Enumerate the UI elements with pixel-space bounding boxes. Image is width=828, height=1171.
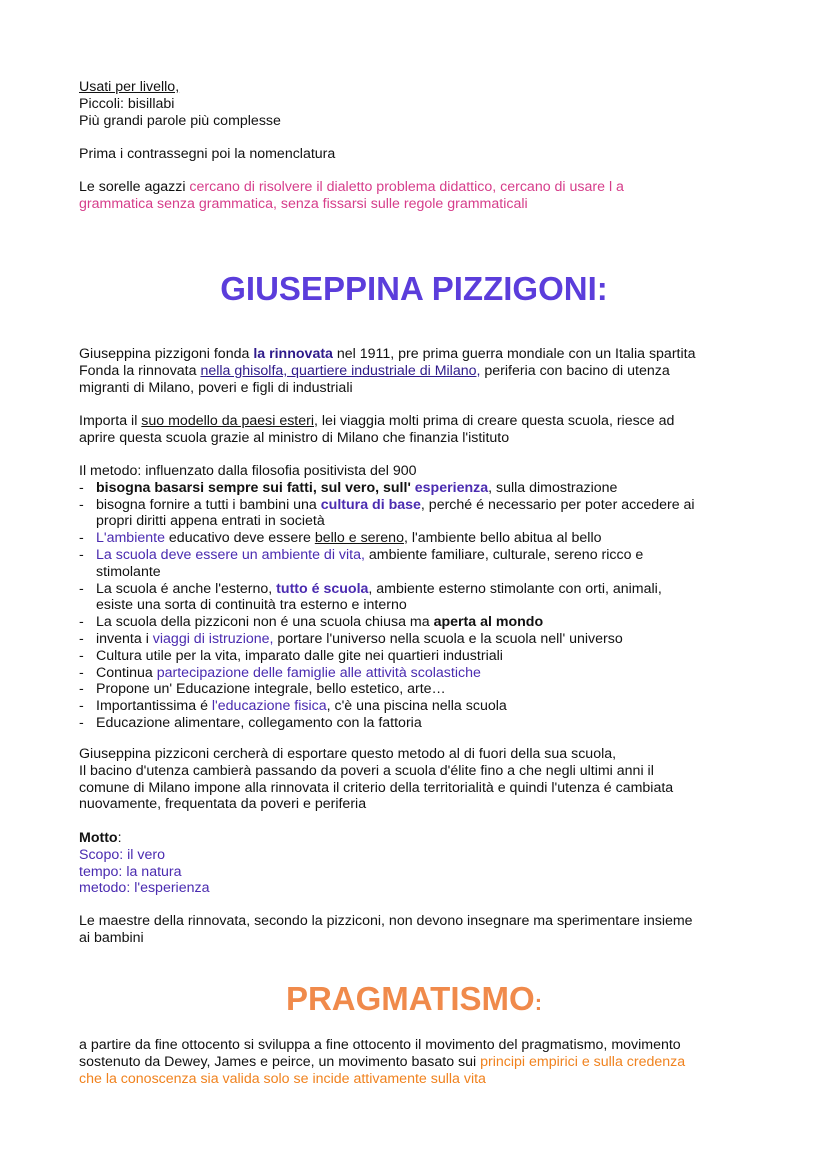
b1-c: , sulla dimostrazione [488,479,618,496]
motto-label: Motto [79,830,118,846]
motto-metodo: metodo: l'esperienza [79,880,210,897]
pizz-p2-line-2: aprire questa scuola grazie al ministro di Milano che finanzia l'istituto [79,429,510,446]
list-item [79,480,759,497]
list-item [79,631,759,648]
motto-tempo: tempo: la natura [79,863,182,880]
prag-b: sostenuto da Dewey, James e peirce, un movimento basato sui [79,1053,481,1070]
pragmatismo-colon: : [534,990,543,1015]
list-item [79,648,759,665]
prag-line-1: a partire da fine ottocento si sviluppa a fine ottocento il movimento del pragmatismo, movimento [79,1037,681,1053]
prag-line-3: che la conoscenza sia valida solo se incide attivamente sulla vita [79,1070,486,1087]
pizz-p3-line-1: Giuseppina pizziconi cercherà di esportare questo metodo al di fuori della sua scuola, [79,746,617,762]
pizzigoni-paragraph-2 [79,413,759,447]
pizzigoni-paragraph-4 [79,913,759,947]
metodo-section [79,463,759,732]
pragmatismo-title: PRAGMATISMO [285,980,535,1017]
intro-line-usati: Usati per livello, [79,79,180,95]
list-item [79,681,759,698]
b2-c: , perché é necessario per poter accedere ai [420,496,695,513]
b5-a: La scuola é anche l'esterno, [96,580,277,597]
agazzi-text-b: cercano di risolvere il dialetto problema didattico, cercano di usare l a [189,179,624,195]
list-item [79,698,759,715]
intro-contrassegni [79,146,759,163]
motto-section [79,830,759,897]
b4-b: ambiente familiare, culturale, sereno ricco e [364,546,644,563]
b11-a: Importantissima é [96,698,212,715]
metodo-intro: Il metodo: influenzato dalla filosofia positivista del 900 [79,463,417,479]
heading-pizzigoni: GIUSEPPINA PIZZIGONI: [220,270,608,307]
b2-d: propri diritti appena entrati in società [96,513,325,530]
pizz-p3-line-2: Il bacino d'utenza cambierà passando da poveri a scuola d'élite fino a che negli ultimi anni il [79,762,654,779]
b12: Educazione alimentare, collegamento con la fattoria [96,714,422,731]
b8: Cultura utile per la vita, imparato dalle gite nei quartieri industriali [96,647,503,664]
b9-b: partecipazione delle famiglie alle attività scolastiche [156,664,481,681]
intro-line-contrassegni: Prima i contrassegni poi la nomenclatura [79,146,336,162]
motto-colon: : [117,830,122,846]
motto-scopo: Scopo: il vero [79,846,165,863]
agazzi-text-a: Le sorelle agazzi [79,179,190,195]
pizz-p1-c: nel 1911, pre prima guerra mondiale con un Italia spartita [332,346,696,362]
agazzi-line-1 [79,179,759,196]
b6-b: aperta al mondo [433,614,544,631]
intro-notes [79,79,759,129]
list-item [79,497,759,531]
pizz-p1-line-3: migranti di Milano, poveri e figli di industriali [79,379,353,396]
heading-pragmatismo [0,980,828,1022]
b5-d: esiste una sorta di continuità tra esterno e interno [96,597,407,614]
b3-b: educativo deve essere [164,530,315,547]
b2-a: bisogna fornire a tutti i bambini una [96,496,321,513]
pizz-p2-b: suo modello da paesi esteri [141,413,315,429]
b5-b: tutto é scuola [276,580,369,597]
pizz-p2-a: Importa il [79,413,142,429]
b5-c: , ambiente esterno stimolante con orti, animali, [368,580,662,597]
pizzigoni-paragraph-1 [79,346,759,396]
pizz-p3-line-3: comune di Milano impone alla rinnovata il criterio della territorialità e quindi l'utenza é cambiata [79,779,674,796]
pizz-p1-line-2 [79,363,759,380]
pizz-p1-f: periferia con bacino di utenza [480,362,670,379]
b10: Propone un' Educazione integrale, bello estetico, arte… [96,681,446,698]
list-item [79,547,759,581]
pizz-p2-line-1 [79,413,759,430]
b4-a: La scuola deve essere un ambiente di vita, [96,546,365,563]
pizz-p4-line-1: Le maestre della rinnovata, secondo la pizziconi, non devono insegnare ma sperimentare insieme [79,913,693,929]
b7-c: portare l'universo nella scuola e la scuola nell' universo [273,630,623,647]
pizz-p1-d: Fonda la rinnovata [79,362,201,379]
list-item [79,581,759,615]
b9-a: Continua [96,664,157,681]
pizz-p1-b: la rinnovata [253,346,333,362]
prag-c: principi empirici e sulla credenza [480,1053,686,1070]
list-item [79,665,759,682]
b3-d: , l'ambiente bello abitua al bello [403,530,602,547]
agazzi-line-2: grammatica senza grammatica, senza fissarsi sulle regole grammaticali [79,195,528,212]
metodo-list [79,480,759,732]
b3-a: L'ambiente [96,530,165,547]
prag-line-2 [79,1054,759,1071]
b6-a: La scuola della pizziconi non é una scuola chiusa ma [96,614,434,631]
pragmatismo-paragraph [79,1037,759,1087]
intro-line-piu-grandi: Più grandi parole più complesse [79,112,281,129]
pizz-p4-line-2: ai bambini [79,929,144,946]
motto-heading [79,830,759,847]
list-item [79,614,759,631]
pizz-p1-line-1 [79,346,759,363]
intro-line-piccoli: Piccoli: bisillabi [79,95,175,112]
list-item [79,715,759,732]
pizz-p3-line-4: nuovamente, frequentata da poveri e periferia [79,796,367,813]
b2-b: cultura di base [320,496,421,513]
ghisolfa-link[interactable]: nella ghisolfa, quartiere industriale di Milano, [200,362,481,379]
b1-a: bisogna basarsi sempre sui fatti, sul vero, sull' [96,479,415,496]
b1-b: esperienza [414,479,489,496]
agazzi-paragraph [79,179,759,213]
pizz-p2-c: , lei viaggia molti prima di creare questa scuola, riesce ad [314,413,675,429]
b4-c: stimolante [96,563,161,580]
pizzigoni-paragraph-3 [79,746,759,813]
b7-b: viaggi di istruzione, [152,630,274,647]
b11-b: l'educazione fisica [211,698,327,715]
b11-c: , c'è una piscina nella scuola [326,698,507,715]
pizz-p1-a: Giuseppina pizzigoni fonda [79,346,254,362]
b3-c: bello e sereno [314,530,404,547]
list-item [79,530,759,547]
b7-a: inventa i [96,630,153,647]
